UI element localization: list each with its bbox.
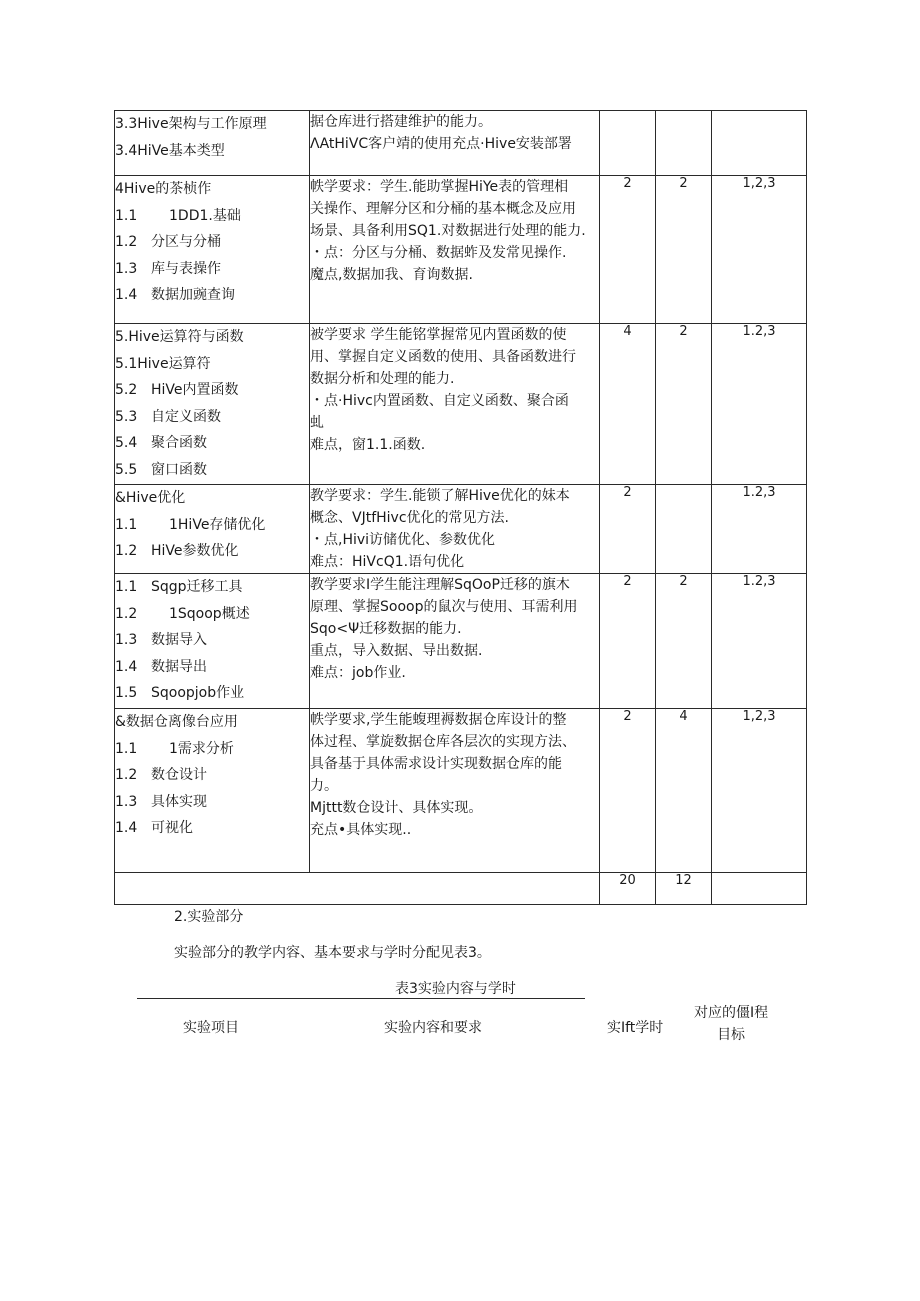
table3-header-goal [694,1002,768,1046]
requirement-line: 虬 [310,415,324,431]
topic-text: 分区与分桶 [151,234,221,250]
topic-text: 1DD1.基础 [169,207,241,224]
topic-number: 5.2 [115,382,138,398]
table3-header-item: 实验项目 [183,1020,239,1036]
requirement-line: ・点·Hivc内置函数、自定义函数、聚合函 [310,393,569,409]
requirement-line: 教学要求I学生能注理解SqOoP迁移的旗木 [310,577,570,593]
topic-number: 5.5 [115,461,138,478]
table-row [115,574,807,709]
course-goal: 1.2,3 [712,485,807,574]
topic-line [115,601,309,628]
section-heading: 2.实验部分 [174,909,244,925]
table-row [115,485,807,574]
topic-line [115,815,309,842]
total-hours-other: 12 [656,873,712,905]
table3-header-goal-line1: 对应的僵I程 [694,1005,769,1021]
topic-number: 1.1 [115,579,138,595]
topic-line [115,229,309,256]
topic-line [115,680,309,707]
topic-cell [115,176,310,324]
intro-text: 实验部分的教学内容、基本要求与学时分配见表3。 [174,945,491,961]
requirement-line: 关操作、理解分区和分桶的基本概念及应用 [310,201,576,217]
topic-line [115,430,309,457]
topic-line: 3.3Hive架构与工作原理 [115,116,267,132]
requirement-line: 被学要求 学生能铭掌握常见内置函数的使 [310,327,567,343]
topic-text: 1HiVe存储优化 [169,516,266,533]
topic-number: 5.4 [115,435,138,451]
topic-number: 1.3 [115,793,138,810]
topic-number: 1.1 [115,740,138,757]
requirement-cell [310,111,600,176]
topic-text: 具体实现 [151,793,207,810]
hours-lecture [600,111,656,176]
topic-cell [115,485,310,574]
table3-caption: 表3实验内容与学时 [395,981,516,997]
requirement-line: Sqo<Ψ迁移数据的能力. [310,621,462,637]
topic-number: 5.3 [115,408,138,425]
requirement-line: 概念、VJtfHivc优化的常见方法. [310,510,509,526]
requirement-line: 魔点,数据加我、育询数据. [310,267,473,283]
hours-other [656,111,712,176]
topic-line [115,282,309,309]
requirement-line: 体过程、掌旋数据仓库各层次的实现方法、 [310,734,576,750]
requirement-line: 难点，窗1.1.函数. [310,437,426,453]
requirement-line: ・点,Hivi访储优化、参数优化 [310,532,496,548]
hours-lecture: 2 [600,574,656,709]
topic-line [115,762,309,789]
topic-line [115,404,309,431]
hours-lecture: 4 [600,324,656,485]
topic-line [115,789,309,816]
requirement-line: 力。 [310,778,338,794]
course-goal: 1,2,3 [712,709,807,873]
topic-number: 1.2 [115,234,138,250]
hours-other: 2 [656,574,712,709]
topic-text: 可视化 [151,820,193,836]
topic-number: 1.3 [115,260,138,277]
course-goal: 1,2,3 [712,176,807,324]
requirement-line: ・点：分区与分桶、数据蚱及发常见操作. [310,245,567,261]
topic-line [115,457,309,484]
topic-line [115,538,309,565]
topic-text: 1Sqoop概述 [169,605,250,622]
course-goal: 1.2,3 [712,574,807,709]
requirement-line: 帙学要求：学生.能助掌握HiYe表的管理相 [310,179,569,195]
topic-text: 1需求分析 [169,740,234,757]
requirement-line: 场景、具备利用SQ1.对数据进行处理的能力. [310,223,586,239]
totals-row [115,873,807,905]
topic-line [115,736,309,763]
requirement-line: 原理、掌握Sooop的鼠次与使用、耳需利用 [310,599,578,615]
table-row [115,111,807,176]
hours-lecture: 2 [600,709,656,873]
table3-header-content: 实验内容和要求 [384,1020,482,1036]
hours-lecture: 2 [600,176,656,324]
topic-number: 1.4 [115,287,138,303]
topic-line: 4Hive的茶桢作 [115,181,212,197]
topic-number: 1.5 [115,685,138,701]
requirement-line: 据仓库进行搭建维护的能力。 [310,114,492,130]
topic-number: 1.3 [115,632,138,648]
requirement-line: 教学要求：学生.能锁了解Hive优化的妹本 [310,488,570,504]
topic-line: &Hive优化 [115,490,186,506]
topic-text: 自定义函数 [151,408,221,425]
requirement-cell [310,324,600,485]
total-goal-cell [712,873,807,905]
topic-line [115,654,309,681]
requirement-line: Mjttt数仓设计、具体实现。 [310,800,483,816]
course-goal [712,111,807,176]
requirement-line: 重点，导入数据、导出数据. [310,643,483,659]
requirement-line: 帙学要求,学生能蝮理褥数据仓库设计的整 [310,712,567,728]
topic-number: 1.2 [115,543,138,559]
table-row [115,324,807,485]
topic-number: 1.4 [115,658,138,675]
requirement-line: 充点•具体实现.. [310,822,412,838]
requirement-line: 难点：job作业. [310,665,406,681]
requirement-line: 难点：HiVcQ1.语句优化 [310,554,465,570]
requirement-cell [310,176,600,324]
hours-other [656,485,712,574]
table3-header-goal-line2: 目标 [717,1027,746,1043]
topic-line [115,627,309,654]
topic-number: 1.1 [115,207,138,224]
requirement-cell [310,574,600,709]
topic-text: 数据导入 [151,632,207,648]
topic-line: &数据仓离像台应用 [115,714,238,730]
topic-number: 1.2 [115,767,138,783]
topic-text: HiVe内置函数 [151,382,239,398]
topic-line [115,574,309,601]
topic-number: 1.1 [115,516,138,533]
hours-other: 2 [656,176,712,324]
hours-lecture: 2 [600,485,656,574]
topic-line [115,512,309,539]
topic-cell [115,709,310,873]
topic-line: 5.Hive运算符与函数 [115,329,244,345]
topic-text: Sqgp迁移工具 [151,579,243,595]
total-hours-lecture: 20 [600,873,656,905]
totals-label-cell [115,873,600,905]
requirement-cell [310,709,600,873]
table3-header-hours: 实Ift学时 [607,1020,664,1036]
topic-cell [115,111,310,176]
topic-text: 库与表操作 [151,260,221,277]
topic-number: 1.4 [115,820,138,836]
topic-line: 5.1Hive运算符 [115,355,211,372]
course-content-table [114,110,807,905]
topic-text: 数仓设计 [151,767,207,783]
topic-line: 3.4HiVe基本类型 [115,142,225,159]
hours-other: 2 [656,324,712,485]
requirement-line: 用、掌握自定义函数的使用、具备函数进行 [310,349,576,365]
topic-line [115,256,309,283]
requirement-cell [310,485,600,574]
topic-cell [115,574,310,709]
requirement-line: 数据分析和处理的能力. [310,371,455,387]
table-row [115,176,807,324]
topic-text: 数据加豌查询 [151,287,235,303]
table3-top-rule [137,998,585,999]
topic-text: Sqoopjob作业 [151,685,245,701]
topic-text: 数据导出 [151,658,207,675]
topic-number: 1.2 [115,605,138,622]
topic-line [115,377,309,404]
topic-cell [115,324,310,485]
requirement-line: ΛAtHiVC客户靖的使用充点·Hive安装部署 [310,136,572,152]
topic-text: 聚合函数 [151,435,207,451]
topic-line [115,203,309,230]
topic-text: 窗口函数 [151,461,207,478]
course-goal: 1.2,3 [712,324,807,485]
table-row [115,709,807,873]
requirement-line: 具备基于具体需求设计实现数据仓库的能 [310,756,562,772]
topic-text: HiVe参数优化 [151,543,239,559]
hours-other: 4 [656,709,712,873]
